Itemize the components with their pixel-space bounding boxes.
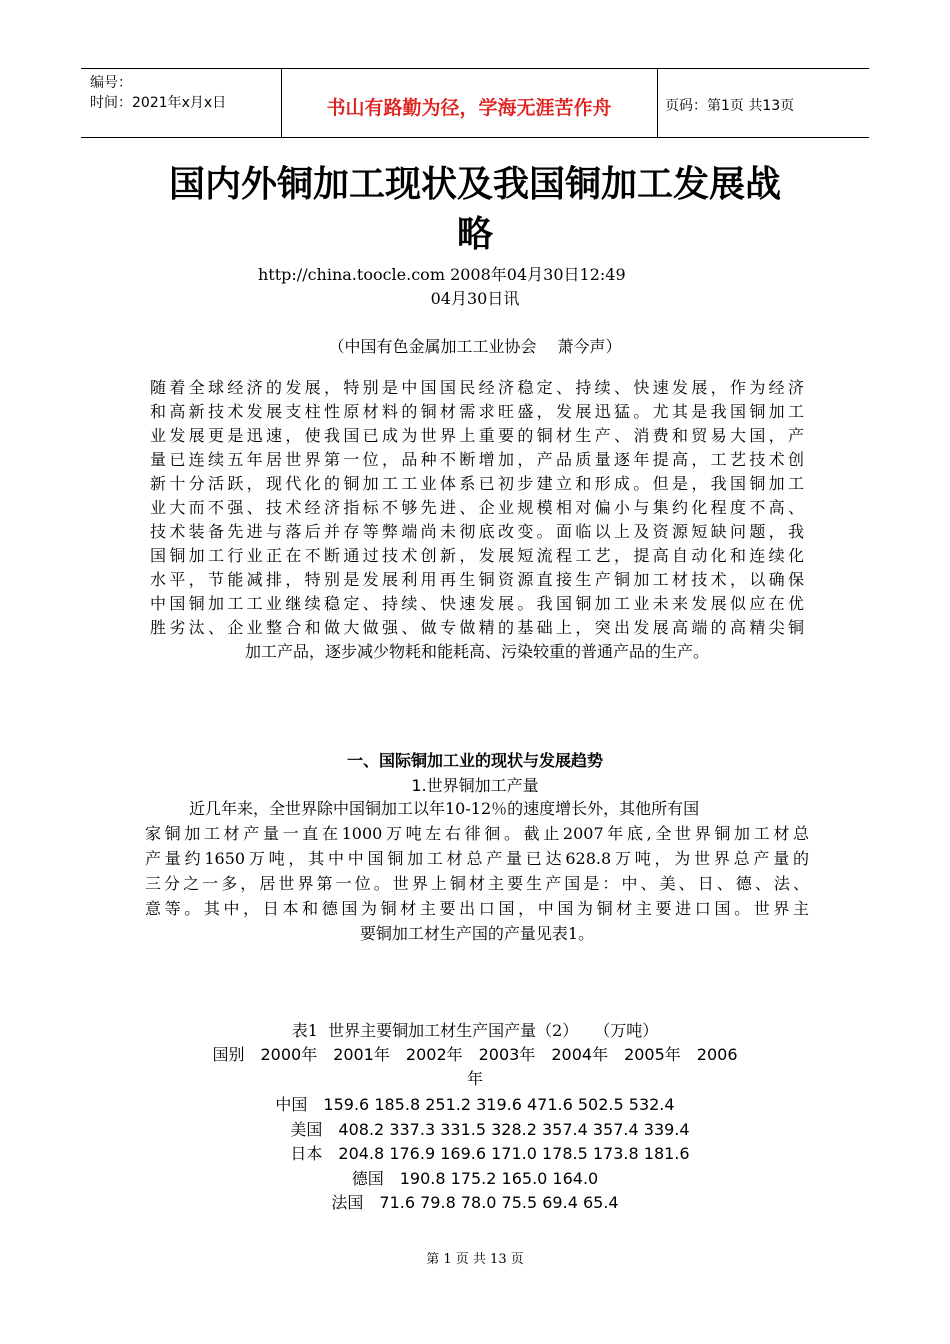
section1-line: 近几年来，全世界除中国铜加工以年10-12％的速度增长外，其他所有国	[189, 799, 700, 818]
table-row: 日本 204.8 176.9 169.6 171.0 178.5 173.8 181.6	[290, 1144, 690, 1163]
table-header-row: 国别 2000年 2001年 2002年 2003年 2004年 2005年 2006	[212, 1045, 738, 1064]
document-title-line1: 国内外铜加工现状及我国铜加工发展战	[168, 163, 781, 205]
intro-line: 业发展更是迅速，使我国已成为世界上重要的铜材生产、消费和贸易大国，产	[150, 426, 804, 445]
document-title-line2: 略	[456, 213, 493, 255]
source-date-line: 04月30日讯	[430, 289, 520, 308]
header-divider	[657, 69, 658, 137]
time-label: 时间：2021年x月x日	[90, 95, 227, 111]
table-header-row-cont: 年	[466, 1069, 483, 1088]
intro-line: 和高新技术发展支柱性原材料的铜材需求旺盛，发展迅猛。尤其是我国铜加工	[150, 402, 804, 421]
intro-line: 胜劣汰、企业整合和做大做强、做专做精的基础上，突出发展高端的高精尖铜	[150, 618, 804, 637]
table-row: 德国 190.8 175.2 165.0 164.0	[351, 1169, 599, 1188]
section1-line: 家铜加工材产量一直在1000万吨左右徘徊。截止2007年底,全世界铜加工材总	[145, 824, 809, 843]
intro-paragraph	[150, 376, 804, 664]
section1-line: 产量约1650万吨，其中中国铜加工材总产量已达628.8万吨，为世界总产量的	[145, 849, 809, 868]
intro-line: 技术装备先进与落后并存等弊端尚未彻底改变。面临以上及资源短缺问题，我	[150, 522, 804, 541]
section1-line: 意等。其中，日本和德国为铜材主要出口国，中国为铜材主要进口国。世界主	[145, 899, 809, 918]
page-header	[81, 68, 869, 138]
table-caption: 表1 世界主要铜加工材生产国产量（2） （万吨）	[291, 1021, 659, 1040]
table-row: 法国 71.6 79.8 78.0 75.5 69.4 65.4	[331, 1193, 619, 1212]
intro-line: 新十分活跃，现代化的铜加工工业体系已初步建立和形成。但是，我国铜加工	[150, 474, 804, 493]
intro-line: 量已连续五年居世界第一位，品种不断增加，产品质量逐年提高，工艺技术创	[150, 450, 804, 469]
intro-line: 国铜加工行业正在不断通过技术创新，发展短流程工艺，提高自动化和连续化	[150, 546, 804, 565]
table-row: 美国 408.2 337.3 331.5 328.2 357.4 357.4 339.4	[290, 1120, 690, 1139]
table-row: 中国 159.6 185.8 251.2 319.6 471.6 502.5 532.4	[275, 1095, 675, 1114]
intro-line: 中国铜加工工业继续稳定、持续、快速发展。我国铜加工业未来发展似应在优	[150, 594, 804, 613]
intro-line: 加工产品，逐步减少物耗和能耗高、污染较重的普通产品的生产。	[244, 642, 709, 661]
section1-line: 三分之一多，居世界第一位。世界上铜材主要生产国是：中、美、日、德、法、	[145, 874, 809, 893]
source-url-line: http://china.toocle.com 2008年04月30日12:49	[258, 265, 626, 284]
intro-line: 业大而不强、技术经济指标不够先进、企业规模相对偏小与集约化程度不高、	[150, 498, 804, 517]
intro-line: 水平，节能减排，特别是发展利用再生铜资源直接生产铜加工材技术，以确保	[150, 570, 804, 589]
section1-paragraph	[145, 796, 809, 946]
header-page-info: 页码：第1页 共13页	[665, 98, 795, 114]
section-subheading: 1.世界铜加工产量	[411, 776, 539, 795]
section-heading: 一、国际铜加工业的现状与发展趋势	[346, 751, 603, 770]
number-label: 编号：	[90, 75, 132, 91]
page-footer: 第 1 页 共 13 页	[426, 1252, 524, 1267]
section1-line: 要铜加工材生产国的产量见表1。	[359, 924, 595, 943]
author-line: （中国有色金属加工工业协会 萧今声）	[328, 337, 622, 356]
intro-line: 随着全球经济的发展，特别是中国国民经济稳定、持续、快速发展，作为经济	[150, 378, 804, 397]
header-meta	[90, 73, 226, 113]
header-motto: 书山有路勤为径，学海无涯苦作舟	[326, 97, 612, 119]
